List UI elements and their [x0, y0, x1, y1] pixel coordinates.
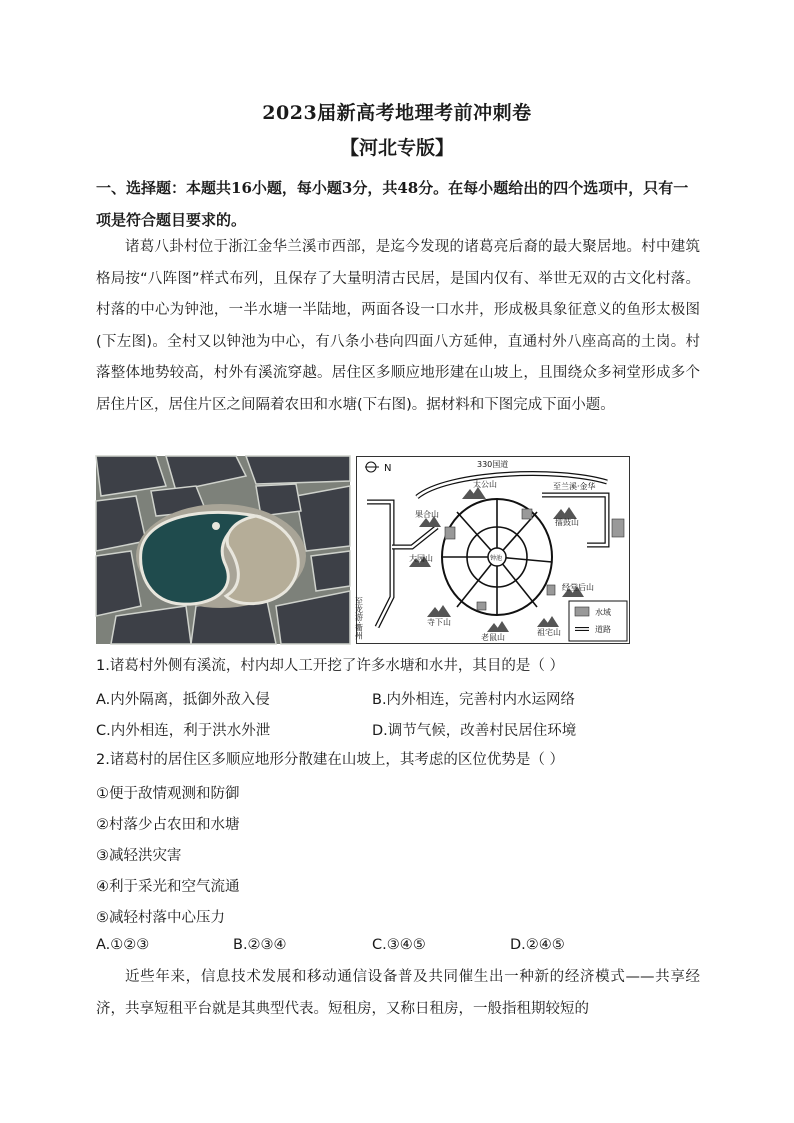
hill-label: 老鼠山: [481, 633, 505, 642]
figure-row: [96, 456, 632, 644]
question-2-item: ④利于采光和空气流通: [96, 879, 240, 895]
question-1-option-b[interactable]: B.内外相连，完善村内水运网络: [372, 692, 576, 708]
question-2-stem: 2.诸葛村的居住区多顺应地形分散建在山坡上，其考虑的区位优势是（ ）: [96, 752, 564, 768]
road-330-label: 330国道: [477, 460, 509, 469]
question-2-item: ②村落少占农田和水塘: [96, 817, 240, 833]
question-2-option-b[interactable]: B.②③④: [233, 937, 287, 953]
legend-water-label: 水域: [595, 608, 611, 617]
zhongchi-label: 钟池: [490, 555, 503, 562]
reading-passage-2: 近些年来，信息技术发展和移动通信设备普及共同催生出一种新的经济模式——共享经济，共享短租平台就是其典型代表。短租房，又称日租房，一般指租期较短的: [96, 969, 700, 1017]
question-1-option-d[interactable]: D.调节气候，改善村民居住环境: [372, 723, 577, 739]
question-2-option-c[interactable]: C.③④⑤: [372, 937, 426, 953]
question-1-option-c[interactable]: C.内外相连，利于洪水外泄: [96, 723, 271, 739]
question-2-item: ③减轻洪灾害: [96, 848, 182, 864]
zhongchi-photo: [96, 456, 350, 644]
hill-label: 大园山: [409, 554, 433, 563]
question-2-option-a[interactable]: A.①②③: [96, 937, 150, 953]
section-heading: 一、选择题：本题共16小题，每小题3分，共48分。在每小题给出的四个选项中，只有一项是符合题目要求的。: [96, 179, 689, 229]
edition-subtitle: 【河北专版】: [339, 137, 454, 159]
question-1-stem: 1.诸葛村外侧有溪流，村内却人工开挖了许多水塘和水井，其目的是（ ）: [96, 658, 564, 674]
hill-label: 果合山: [415, 510, 439, 519]
to-longyou-label: 至龙游·衢州: [354, 597, 364, 640]
hill-label: 太公山: [473, 480, 497, 489]
hill-label: 寺下山: [427, 618, 451, 627]
legend-road-label: 道路: [595, 625, 611, 634]
question-1-option-a[interactable]: A.内外隔离，抵御外敌入侵: [96, 692, 270, 708]
map-legend: [569, 601, 627, 641]
hill-label: 擂鼓山: [555, 518, 579, 527]
question-2-option-d[interactable]: D.②④⑤: [510, 937, 565, 953]
hill-label: 经堂后山: [562, 583, 594, 592]
hill-label: 祖宅山: [537, 628, 561, 637]
north-label: N: [384, 463, 392, 474]
question-2-item: ①便于敌情观测和防御: [96, 786, 240, 802]
north-arrow-icon: [365, 462, 391, 474]
question-2-item: ⑤减轻村落中心压力: [96, 910, 225, 926]
to-lanxi-label: 至兰溪·金华: [553, 482, 596, 491]
page-title: 2023届新高考地理考前冲刺卷: [262, 102, 532, 124]
village-map: [356, 456, 630, 644]
reading-passage-1: 诸葛八卦村位于浙江金华兰溪市西部，是迄今发现的诸葛亮后裔的最大聚居地。村中建筑格局按“八阵图”样式布列，且保存了大量明清古民居，是国内仅有、举世无双的古文化村落。村落的中心为钟池，一半水塘一半陆地，两面各设一口水井，形成极具象征意义的鱼形太极图(下左图)。全村又以钟池为中心，有八条小巷向四面八方延伸，直通村外八座高高的土岗。村落整体地势较高，村外有溪流穿越。居住区多顺应地形建在山坡上，且围绕众多祠堂形成多个居住片区，居住片区之间隔着农田和水塘(下右图)。据材料和下图完成下面小题。: [96, 239, 700, 413]
